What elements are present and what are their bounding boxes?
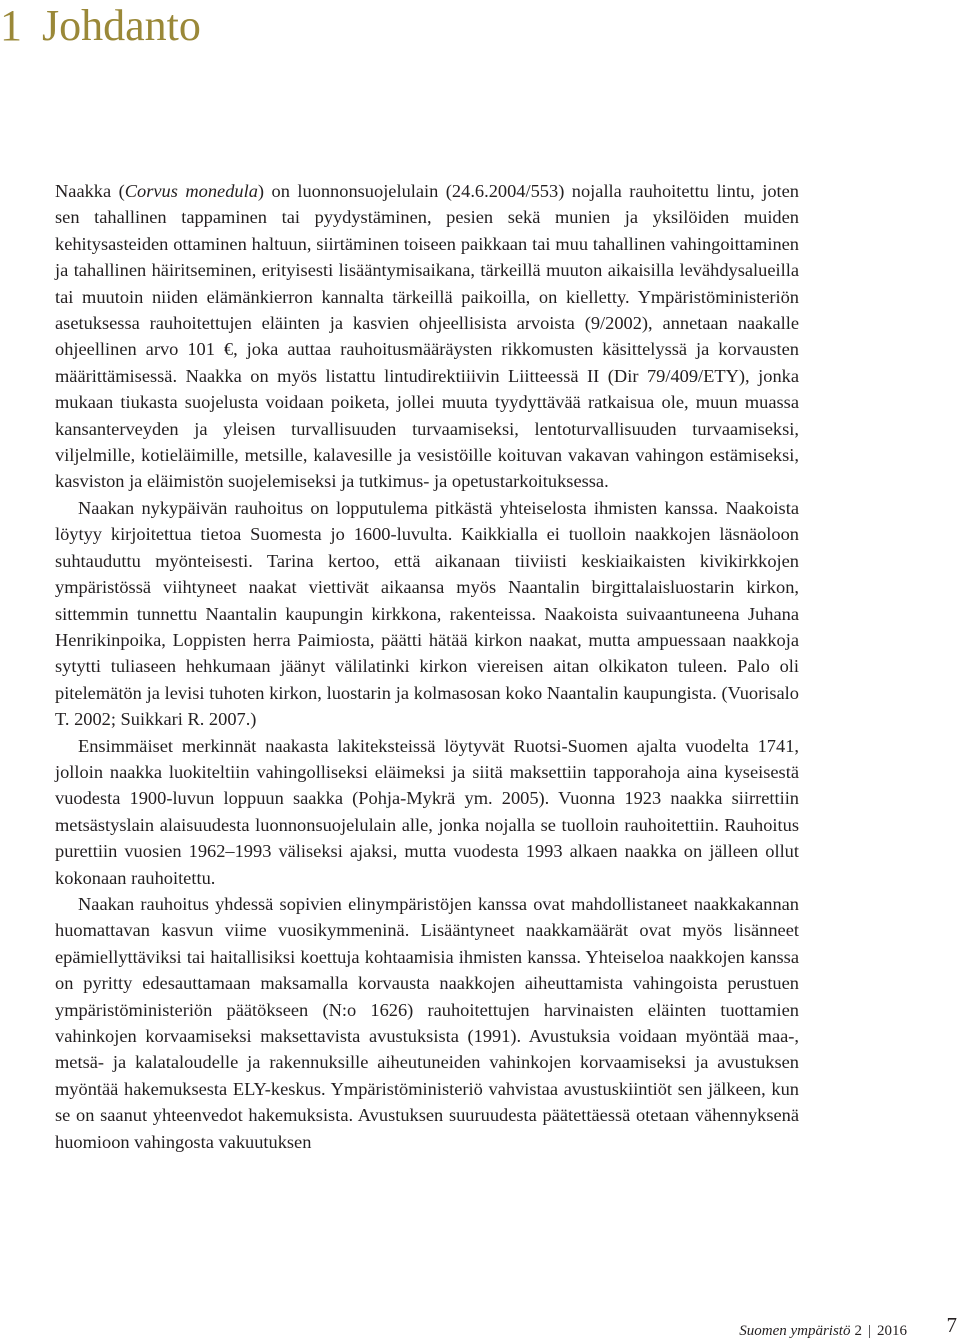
page-footer bbox=[0, 1313, 960, 1344]
paragraph-3: Ensimmäiset merkinnät naakasta lakiteksteissä löytyvät Ruotsi-Suomen ajalta vuodelta 1741, jolloin naakka luokiteltiin vahingolliseksi eläimeksi ja siitä maksettiin tapporahoja aina kyseisestä vuodesta 1900-luvun loppuun saakka (Pohja-Mykrä ym. 2005). Vuonna 1923 naakka siirrettiin metsästyslain alaisuudesta luonnonsuojelulain alle, jonka nojalla se tuolloin rauhoitettiin. Rauhoitus purettiin vuosien 1962–1993 väliseksi ajaksi, mutta vuodesta 1993 alkaen naakka on jälleen ollut kokonaan rauhoitettu. bbox=[55, 735, 799, 888]
footer-separator: | bbox=[867, 1323, 871, 1339]
paragraph-text: ) on luonnonsuojelulain (24.6.2004/553) nojalla rauhoitettu lintu, joten sen tahallinen tappaminen tai pyydystäminen, pesien sekä munien ja yksilöiden muiden kehitysasteiden ottaminen haltuun, siirtäminen toiseen paikkaan tai muu tahallinen vahingoittaminen ja tahallinen häiritseminen, erityisesti lisääntymisaikana, tärkeillä muuton aikaisilla levähdysalueilla tai muutoin niiden elämänkierron kannalta tärkeillä paikoilla, on kielletty. Ympäristöministeriön asetuksessa rauhoitettujen eläinten ja kasvien ohjeellisista arvoista (9/2002), annetaan naakalle ohjeellinen arvo 101 €, joka auttaa rauhoitusmääräysten rikkomusten käsittelyssä ja korvausten määrittämisessä. Naakka on myös listattu lintudirektiiivin Liitteessä II (Dir 79/409/ETY), jonka mukaan tiukasta suojelusta voidaan poiketa, jollei muuta tyydyttävää ratkaisua ole, muun muassa kansanterveyden ja yleisen turvallisuuden turvaamiseksi, lentoturvallisuuden turvaamiseksi, viljelmille, kotieläimille, metsille, kalavesille ja vesistöille koituvan vakavan vahingon estämiseksi, kasviston ja eläimistön suojelemiseksi ja tutkimus- ja opetustarkoituksessa. bbox=[55, 181, 799, 492]
series-name: Suomen ympäristö bbox=[739, 1323, 851, 1339]
series-issue: 2 bbox=[854, 1323, 862, 1339]
chapter-heading bbox=[0, 2, 201, 50]
series-year: 2016 bbox=[877, 1323, 907, 1339]
paragraph-lead: Naakka ( bbox=[55, 181, 125, 201]
chapter-number: 1 bbox=[0, 1, 22, 50]
paragraph-1 bbox=[55, 178, 799, 495]
chapter-title: Johdanto bbox=[42, 1, 201, 50]
body-text bbox=[55, 178, 799, 1155]
species-name: Corvus monedula bbox=[124, 181, 258, 201]
footer-series bbox=[739, 1318, 907, 1344]
paragraph-2: Naakan nykypäivän rauhoitus on lopputulema pitkästä yhteiselosta ihmisten kanssa. Naakoista löytyy kirjoitettua tietoa Suomesta jo 1600-luvulta. Kaikkialla ei tuolloin naakkojen läsnäoloon suhtauduttu myönteisesti. Tarina kertoo, että aikanaan tiiviisti keskiaikaisten kivikirkkojen ympäristössä viihtyneet naakat viettivät aikaansa myös Naantalin birgittalaisluostarin kirkon, sittemmin tunnettu Naantalin kaupungin kirkkona, rakenteissa. Naakoista suivaantuneena Juhana Henrikinpoika, Loppisten herra Paimiosta, päätti hätää kirkon naakat, mutta ampuessaan naakkoja sytytti tuliaseen hehkumaan jäänyt välilatinki kirkon viereisen aitan olkikaton tuleen. Palo oli pitelemätön ja levisi tuhoten kirkon, luostarin ja kolmasosan koko Naantalin kaupungista. (Vuorisalo T. 2002; Suikkari R. 2007.) bbox=[55, 497, 799, 730]
paragraph-4: Naakan rauhoitus yhdessä sopivien elinympäristöjen kanssa ovat mahdollistaneet naakkakannan huomattavan kasvun viime vuosikymmeninä. Lisääntyneet naakkamäärät ovat myös lisänneet epämiellyttäviksi tai haitallisiksi koettuja kohtaamisia ihmisten kanssa. Yhteiseloa naakkojen kanssa on pyritty edesauttamaan maksamalla korvausta naakkojen aiheuttamista vahingoista perustuen ympäristöministeriön päätökseen (N:o 1626) rauhoitettujen harvinaisten eläinten tuottamien vahinkojen korvaamiseksi maksettavista avustuksista (1991). Avustuksia voidaan myöntää maa-, metsä- ja kalataloudelle ja rakennuksille aiheutuneiden vahinkojen korvaamiseksi ja avustuksen myöntää hakemuksesta ELY-keskus. Ympäristöministeriö vahvistaa avustuskiintiöt sen jälkeen, kun se on saanut yhteenvedot hakemuksista. Avustuksen suuruudesta päätettäessä otetaan vähennyksenä huomioon vahingosta vakuutuksen bbox=[55, 893, 799, 1152]
page-number: 7 bbox=[946, 1313, 957, 1337]
